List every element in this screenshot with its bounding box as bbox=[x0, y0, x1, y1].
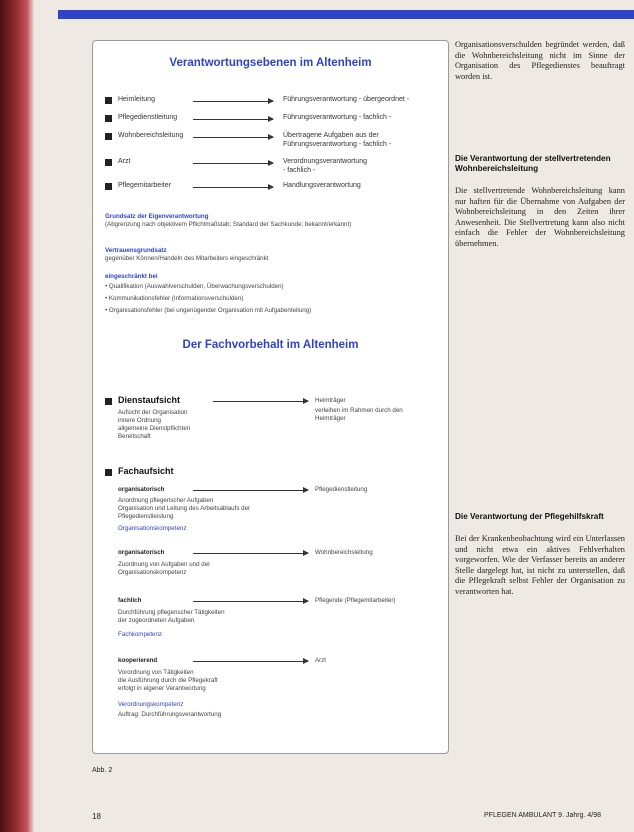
fach-row-tag-2: Auftrag: Durchführungsverantwortung bbox=[118, 711, 222, 718]
fach-row-label: fachlich bbox=[118, 597, 142, 604]
level-left-5: Pflegemitarbeiter bbox=[118, 182, 171, 189]
level-left-2: Pflegedienstleitung bbox=[118, 114, 178, 121]
dienst-target-2: verleihen im Rahmen durch den Heimträger bbox=[315, 407, 403, 422]
journal-footer: PFLEGEN AMBULANT 9. Jahrg. 4/98 bbox=[484, 812, 601, 819]
arrow bbox=[193, 553, 308, 554]
note-bullet: • Kommunikationsfehler (Informationsverschulden) bbox=[105, 295, 244, 302]
dienst-line: allgemeine Dienstpflichten bbox=[118, 425, 191, 432]
arrow bbox=[193, 661, 308, 662]
fach-row-target: Arzt bbox=[315, 657, 327, 664]
bullet-square bbox=[105, 159, 112, 166]
dienst-line: Bereitschaft bbox=[118, 433, 151, 440]
note-text: (Abgrenzung nach objektivem Pflichtmaßstab; Standard der Sachkunde; bekannt/erkannt) bbox=[105, 221, 352, 228]
dienst-target: Heimträger bbox=[315, 397, 346, 404]
level-right-2: Führungsverantwortung - fachlich - bbox=[283, 114, 392, 121]
bullet-square bbox=[105, 398, 112, 405]
arrow bbox=[193, 101, 273, 102]
fach-row-line: Pflegedienstleistung bbox=[118, 513, 174, 520]
fach-row-line: Anordnung pflegerischer Aufgaben bbox=[118, 497, 214, 504]
fach-row-tag: Fachkompetenz bbox=[118, 631, 163, 638]
fach-row-tag: Organisationskompetenz bbox=[118, 525, 187, 532]
dienst-line: innere Ordnung bbox=[118, 417, 161, 424]
bullet-square bbox=[105, 133, 112, 140]
fach-row-line: Organisationskompetenz bbox=[118, 569, 187, 576]
fach-row-line: Durchführung pflegerischer Tätigkeiten bbox=[118, 609, 225, 616]
diagram-title-fachvorbehalt: Der Fachvorbehalt im Altenheim bbox=[182, 339, 359, 351]
fach-row-target: Pflegedienstleitung bbox=[315, 486, 368, 493]
section-heading: Die Verantwortung der Pflegehilfskraft bbox=[455, 512, 604, 521]
note-bullet: • Qualifikation (Auswahlverschulden, Überwachungsverschulden) bbox=[105, 283, 284, 290]
fach-row-line: die Ausführung durch die Pflegekraft bbox=[118, 677, 218, 684]
page-number: 18 bbox=[92, 812, 101, 821]
dienst-line: Aufsicht der Organisation bbox=[118, 409, 188, 416]
figure-caption: Abb. 2 bbox=[92, 767, 113, 774]
fachaufsicht-title: Fachaufsicht bbox=[118, 466, 174, 476]
level-right-4b: - fachlich - bbox=[283, 167, 316, 174]
arrow bbox=[193, 137, 273, 138]
level-left-1: Heimleitung bbox=[118, 96, 155, 103]
note-heading: eingeschränkt bei bbox=[105, 273, 158, 280]
fach-row-line: Zuordnung von Aufgaben und der bbox=[118, 561, 211, 568]
fach-row-line: Vorordnung von Tätigkeiten bbox=[118, 669, 194, 676]
body-paragraph: Bei der Krankenbeobachtung wird ein Unterlassen und nicht etwa ein aktives Fehlverhalten vorgeworfen. Wie der Verfasser bereits an anderer Stelle dargelegt hat, ist nicht zu unterstellen, daß die Pflegekraft selbst Fehler der Organisation zu verantworten hat. bbox=[455, 534, 625, 596]
note-text: gegenüber Können/Handeln des Mitarbeiters eingeschränkt bbox=[105, 255, 269, 262]
header-bar bbox=[58, 10, 634, 19]
fach-row-target: Wohnbereichsleitung bbox=[315, 549, 373, 556]
fach-row-label: organisatorisch bbox=[118, 486, 165, 493]
level-right-3: Übertragene Aufgaben aus der bbox=[283, 132, 379, 139]
bullet-square bbox=[105, 469, 112, 476]
level-right-5: Handlungsverantwortung bbox=[283, 182, 361, 189]
level-left-4: Arzt bbox=[118, 158, 131, 165]
fach-row-label: organisatorisch bbox=[118, 549, 165, 556]
fach-row-line: Organisation und Leitung des Arbeitsablaufs der bbox=[118, 505, 251, 512]
note-heading: Vertrauensgrundsatz bbox=[105, 247, 167, 254]
dienstaufsicht-title: Dienstaufsicht bbox=[118, 395, 181, 405]
body-paragraph: Die stellvertretende Wohnbereichsleitung kann nur haften für die Übernahme von Aufgaben der Wohnbereichsleitung in den Zeiten ihrer Anwesenheit. Die Stellvertretung kann also nicht einfach die Fehler der Wohnbereichsleitung übernehmen. bbox=[455, 186, 625, 248]
diagram-panel bbox=[92, 40, 449, 754]
bullet-square bbox=[105, 183, 112, 190]
fach-row-target: Pflegende (Pflegemitarbeiter) bbox=[315, 597, 396, 604]
diagram-title-levels: Verantwortungsebenen im Altenheim bbox=[169, 57, 372, 69]
fach-row-tag: Verordnungskompetenz bbox=[118, 701, 184, 708]
bullet-square bbox=[105, 97, 112, 104]
arrow bbox=[193, 187, 273, 188]
level-left-3: Wohnbereichsleitung bbox=[118, 132, 184, 139]
arrow bbox=[193, 163, 273, 164]
bullet-square bbox=[105, 115, 112, 122]
note-heading: Grundsatz der Eigenverantwortung bbox=[105, 213, 209, 220]
level-right-3b: Führungsverantwortung - fachlich - bbox=[283, 141, 392, 148]
fach-row-label: kooperierend bbox=[118, 657, 158, 664]
arrow bbox=[193, 119, 273, 120]
note-bullet: • Organisationsfehler (bei ungenügender Organisation mit Aufgabenteilung) bbox=[105, 307, 312, 314]
arrow bbox=[193, 490, 308, 491]
fach-row-line: der zugeordneten Aufgaben bbox=[118, 617, 195, 624]
section-heading: Die Verantwortung der stellvertretenden Wohnbereichsleitung bbox=[455, 154, 611, 173]
book-spine bbox=[0, 0, 34, 832]
arrow bbox=[193, 601, 308, 602]
level-right-4: Verordnungsverantwortung bbox=[283, 158, 368, 165]
arrow bbox=[213, 401, 308, 402]
fach-row-line: erfolgt in eigener Verantwortung bbox=[118, 685, 206, 692]
body-paragraph: Organisationsverschulden begründet werden, daß die Wohnbereichsleitung nicht im Sinne der Organisation des Pflegedienstes beauftragt worden ist. bbox=[455, 40, 625, 81]
level-right-1: Führungsverantwortung - übergeordnet - bbox=[283, 96, 410, 103]
